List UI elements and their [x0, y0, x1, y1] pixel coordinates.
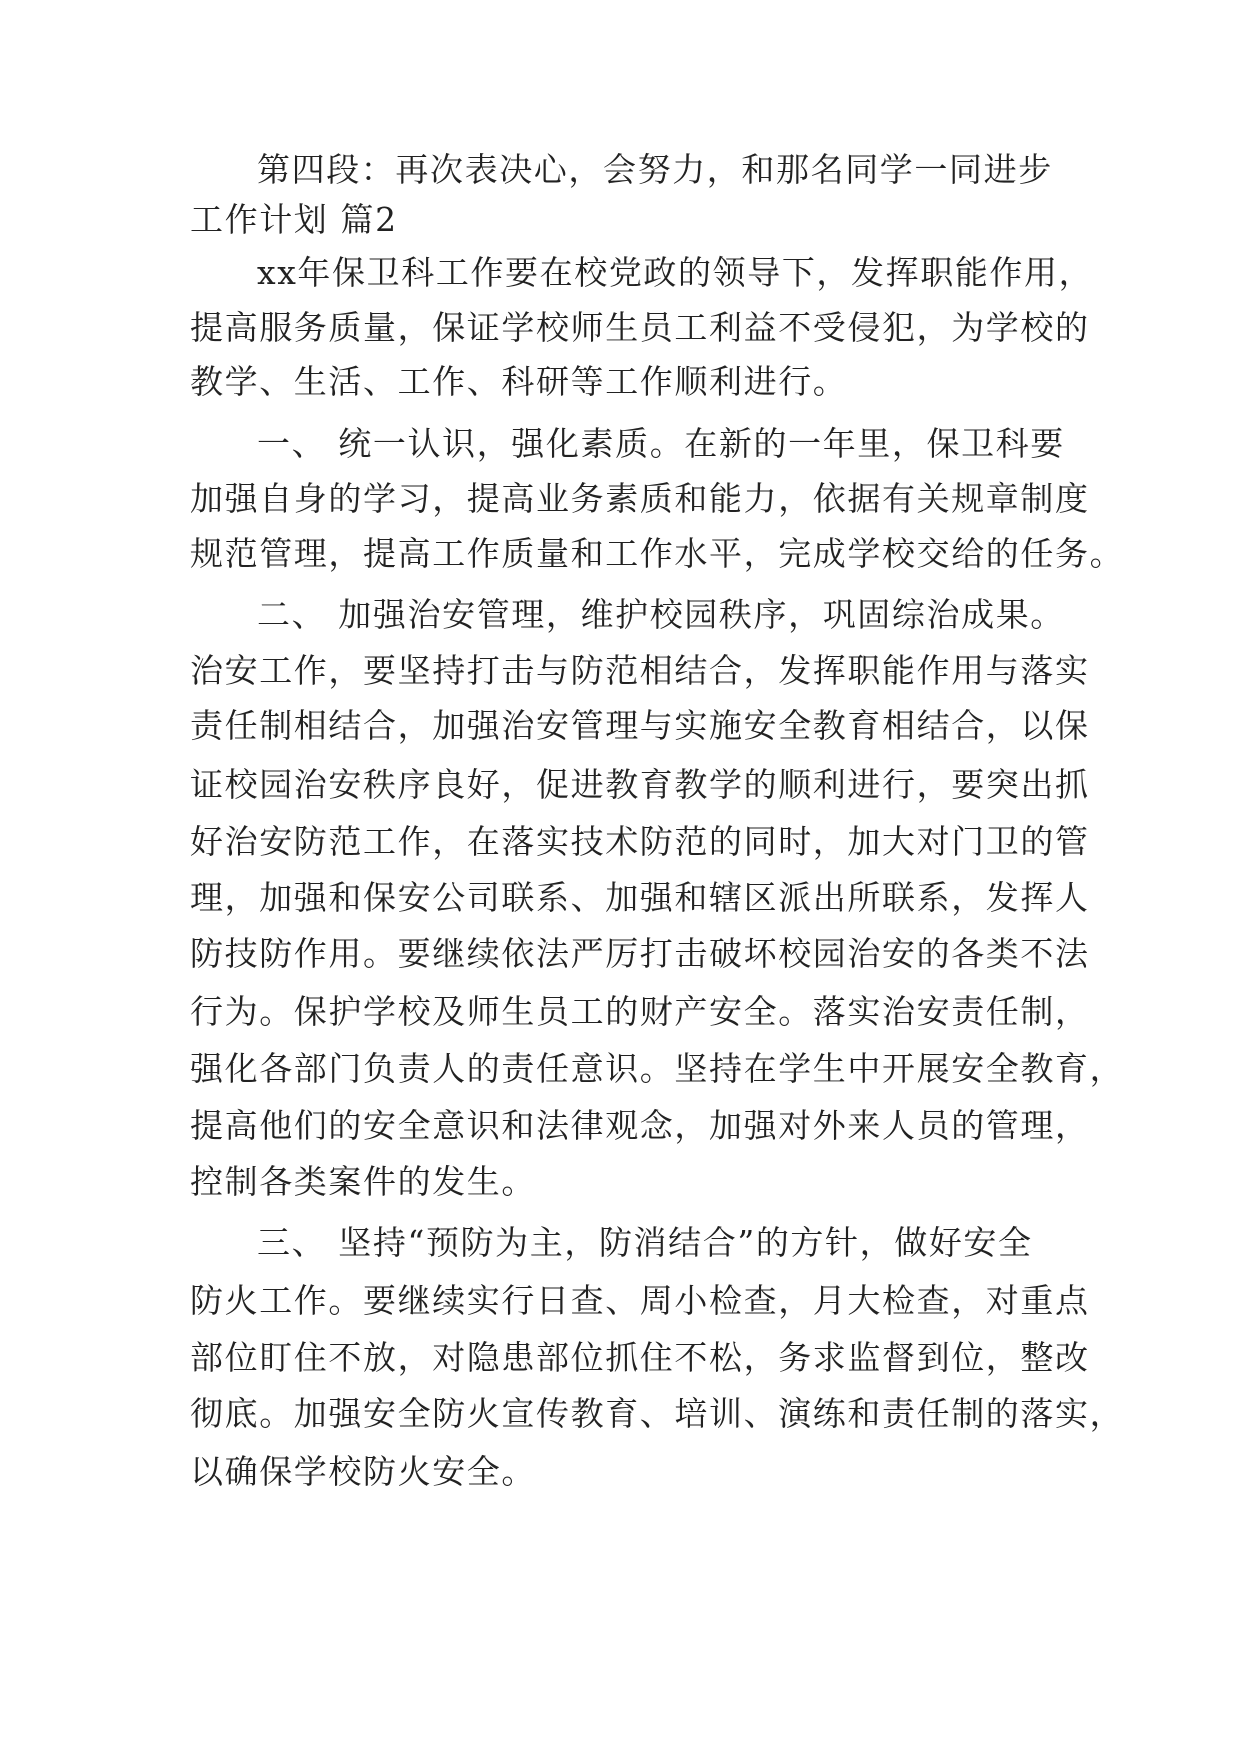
paragraph-line: 强化各部门负责人的责任意识。坚持在学生中开展安全教育，: [190, 1049, 1125, 1088]
section-heading: 工作计划 篇2: [190, 200, 398, 239]
paragraph-line: 彻底。加强安全防火宣传教育、培训、演练和责任制的落实，: [190, 1394, 1125, 1433]
paragraph-line: 行为。保护学校及师生员工的财产安全。落实治安责任制，: [190, 992, 1090, 1031]
paragraph-line: 加强自身的学习，提高业务素质和能力，依据有关规章制度: [190, 479, 1090, 518]
paragraph-line: xx年保卫科工作要在校党政的领导下，发挥职能作用，: [257, 253, 1094, 292]
paragraph-line: 二、 加强治安管理，维护校园秩序，巩固综治成果。: [257, 595, 1065, 634]
paragraph-line: 教学、生活、工作、科研等工作顺利进行。: [190, 362, 848, 401]
paragraph-line: 第四段：再次表决心，会努力，和那名同学一同进步: [257, 150, 1053, 189]
paragraph-line: 防火工作。要继续实行日查、周小检查，月大检查，对重点: [190, 1281, 1090, 1320]
paragraph-line: 好治安防范工作，在落实技术防范的同时，加大对门卫的管: [190, 822, 1090, 861]
paragraph-line: 证校园治安秩序良好，促进教育教学的顺利进行，要突出抓: [190, 765, 1090, 804]
paragraph-line: 提高他们的安全意识和法律观念，加强对外来人员的管理，: [190, 1106, 1090, 1145]
paragraph-line: 提高服务质量，保证学校师生员工利益不受侵犯，为学校的: [190, 308, 1090, 347]
paragraph-line: 理，加强和保安公司联系、加强和辖区派出所联系，发挥人: [190, 878, 1090, 917]
paragraph-line: 规范管理，提高工作质量和工作水平，完成学校交给的任务。: [190, 534, 1125, 573]
paragraph-line: 控制各类案件的发生。: [190, 1162, 536, 1201]
paragraph-line: 防技防作用。要继续依法严厉打击破坏校园治安的各类不法: [190, 934, 1090, 973]
paragraph-line: 治安工作，要坚持打击与防范相结合，发挥职能作用与落实: [190, 651, 1090, 690]
paragraph-line: 部位盯住不放，对隐患部位抓住不松，务求监督到位，整改: [190, 1338, 1090, 1377]
paragraph-line: 三、 坚持“预防为主，防消结合”的方针，做好安全: [257, 1223, 1033, 1262]
paragraph-line: 责任制相结合，加强治安管理与实施安全教育相结合，以保: [190, 706, 1090, 745]
paragraph-line: 一、 统一认识，强化素质。在新的一年里，保卫科要: [257, 424, 1065, 463]
paragraph-line: 以确保学校防火安全。: [190, 1452, 536, 1491]
